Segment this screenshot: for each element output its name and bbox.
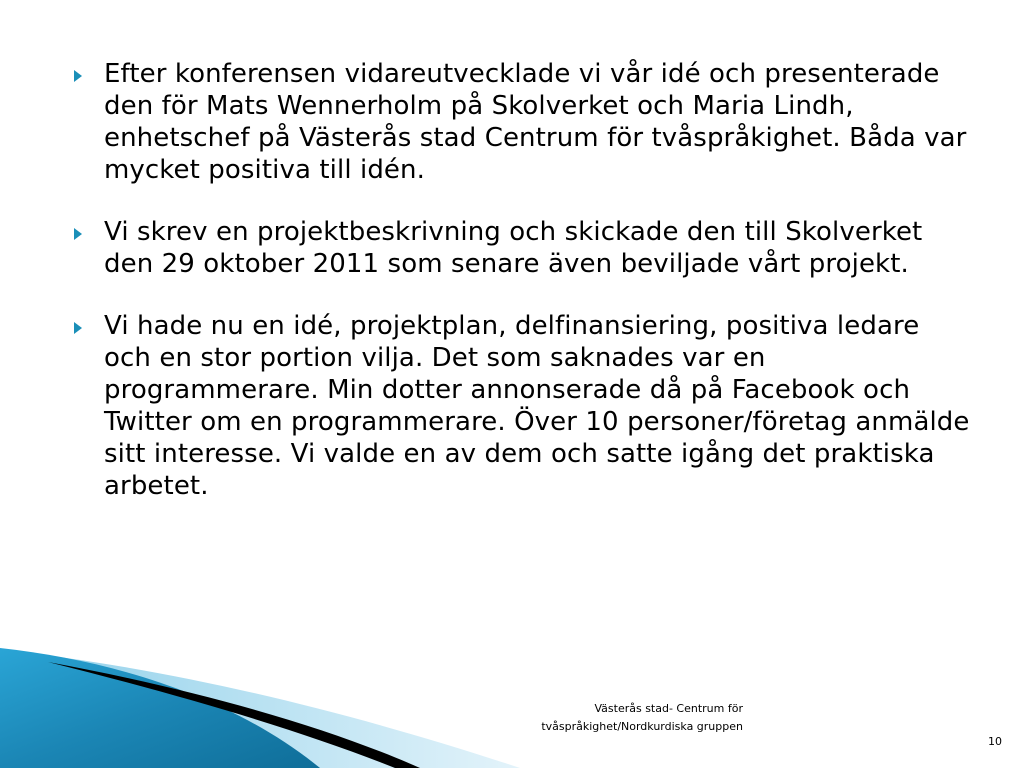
bullet-arrow-icon bbox=[74, 322, 82, 334]
bullet-text: Vi skrev en projektbeskrivning och skickade den till Skolverket den 29 oktober 2011 som senare även beviljade vårt projekt. bbox=[104, 217, 923, 279]
bullet-item-3 bbox=[70, 310, 970, 502]
bullet-item-2 bbox=[70, 216, 970, 280]
bullet-arrow-icon bbox=[74, 228, 82, 240]
bullet-list bbox=[70, 58, 970, 532]
bullet-arrow-icon bbox=[74, 70, 82, 82]
page-number: 10 bbox=[988, 735, 1002, 748]
footer-text: Västerås stad- Centrum för tvåspråkighet/Nordkurdiska gruppen bbox=[541, 702, 743, 733]
bullet-text: Efter konferensen vidareutvecklade vi vår idé och presenterade den för Mats Wennerholm på Skolverket och Maria Lindh, enhetschef på Västerås stad Centrum för tvåspråkighet. Båda var mycket positiva till idén. bbox=[104, 59, 967, 185]
bullet-item-1 bbox=[70, 58, 970, 186]
bullet-text: Vi hade nu en idé, projektplan, delfinansiering, positiva ledare och en stor portion vilja. Det som saknades var en programmerare. Min dotter annonserade då på Facebook och Twitter om en programmerare. Över 10 personer/företag anmälde sitt interesse. Vi valde en av dem och satte igång det praktiska arbetet. bbox=[104, 311, 970, 501]
